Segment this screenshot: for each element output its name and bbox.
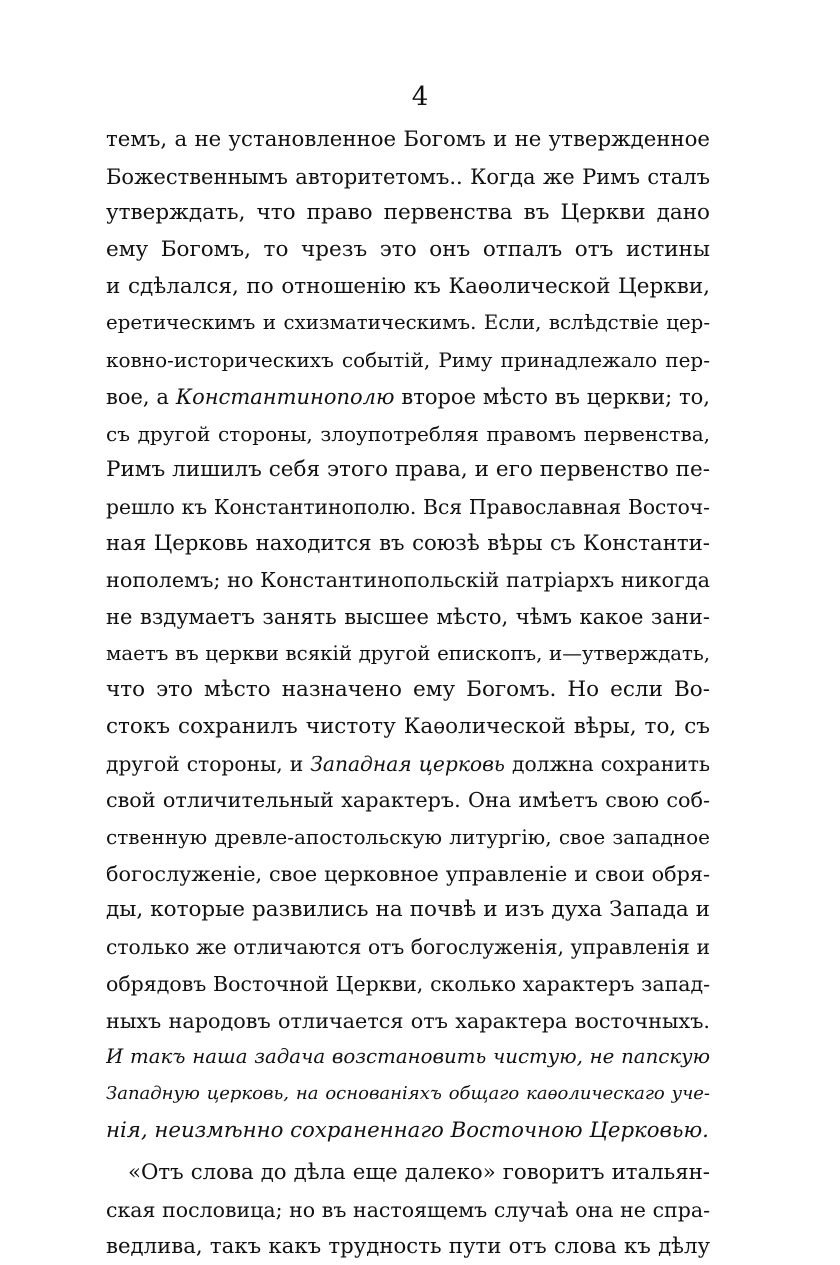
text-segment: «Отъ слова до дѣла еще далеко» говоритъ итальян- bbox=[128, 1160, 710, 1186]
text-segment: утверждать, что право первенства въ Церкви дано bbox=[106, 200, 710, 226]
text-line bbox=[106, 1113, 710, 1150]
text-line bbox=[106, 709, 710, 746]
text-segment: не вздумаетъ занять высшее мѣсто, чѣмъ какое зани- bbox=[106, 604, 710, 629]
text-line bbox=[106, 1076, 710, 1113]
text-segment: обрядовъ Восточной Церкви, сколько характеръ запад- bbox=[106, 971, 710, 996]
text-line bbox=[106, 1003, 710, 1040]
text-segment: темъ, а не установленное Богомъ и не утвержденное bbox=[106, 127, 710, 152]
text-line bbox=[106, 672, 710, 709]
text-line bbox=[106, 122, 710, 159]
text-segment: ная Церковь находится въ союзѣ вѣры съ Константи- bbox=[106, 530, 710, 556]
text-line bbox=[106, 379, 710, 416]
text-segment: ковно-историческихъ событій, Риму принадлежало пер- bbox=[106, 348, 710, 373]
text-line bbox=[106, 856, 710, 893]
text-line bbox=[106, 232, 710, 269]
text-line bbox=[106, 819, 710, 856]
text-line bbox=[106, 416, 710, 453]
text-line bbox=[106, 1192, 710, 1229]
text-line bbox=[106, 929, 710, 966]
text-segment: вое, а bbox=[106, 384, 176, 409]
text-segment: ведлива, такъ какъ трудность пути отъ слова къ дѣлу bbox=[106, 1233, 710, 1259]
text-line bbox=[106, 636, 710, 673]
text-segment: Римъ лишилъ себя этого права, и его первенство пе- bbox=[106, 457, 710, 483]
text-segment: свой отличительный характеръ. Она имѣетъ свою соб- bbox=[106, 788, 710, 813]
text-segment: ему Богомъ, то чрезъ это онъ отпалъ отъ истины bbox=[106, 237, 710, 263]
text-line bbox=[106, 305, 710, 342]
text-segment: другой стороны, и bbox=[106, 751, 311, 776]
text-line bbox=[106, 782, 710, 819]
text-segment: должна сохранить bbox=[504, 751, 710, 776]
text-line bbox=[106, 892, 710, 929]
text-segment: стокъ сохранилъ чистоту Каѳолической вѣры, то, съ bbox=[106, 714, 710, 739]
text-segment: ская пословица; но въ настоящемъ случаѣ она не спра- bbox=[106, 1197, 710, 1222]
text-segment: и сдѣлался, по отношенію къ Каѳолической Церкви, bbox=[106, 273, 710, 299]
text-segment: нополемъ; но Константинопольскій патріархъ никогда bbox=[106, 568, 710, 593]
text-line bbox=[106, 342, 710, 379]
text-segment: второе мѣсто въ церкви; то, bbox=[394, 384, 710, 409]
italic-text: Западную церковь, на основаніяхъ общаго каѳолическаго уче- bbox=[106, 1082, 710, 1104]
italic-text: нія, неизмѣнно сохраненнаго Восточною Церковью. bbox=[106, 1117, 709, 1143]
text-segment: съ другой стороны, злоупотребляя правомъ первенства, bbox=[106, 421, 710, 446]
text-line bbox=[106, 966, 710, 1003]
body-text bbox=[106, 122, 710, 1265]
text-segment: ственную древле-апостольскую литургію, свое западное bbox=[106, 825, 710, 850]
text-segment: ды, которые развились на почвѣ и изъ духа Запада и bbox=[106, 897, 710, 923]
text-segment: столько же отличаются отъ богослуженія, управленія и bbox=[106, 935, 710, 960]
italic-text: Константинополю bbox=[175, 384, 395, 409]
text-line bbox=[106, 452, 710, 489]
text-segment: еретическимъ и схизматическимъ. Если, вслѣдствіе цер- bbox=[106, 311, 710, 335]
page-number: 4 bbox=[411, 82, 429, 112]
text-segment: ныхъ народовъ отличается отъ характера восточныхъ. bbox=[106, 1008, 710, 1033]
text-line bbox=[106, 1229, 710, 1265]
text-line bbox=[106, 746, 710, 783]
text-line bbox=[106, 599, 710, 636]
text-line bbox=[106, 195, 710, 232]
text-segment: богослуженіе, свое церковное управленіе и свои обря- bbox=[106, 861, 710, 886]
text-segment: маетъ въ церкви всякій другой епископъ, и—утверждать, bbox=[106, 641, 710, 665]
text-line bbox=[106, 269, 710, 306]
text-line bbox=[106, 1155, 710, 1192]
text-line bbox=[106, 489, 710, 526]
text-line bbox=[106, 1039, 710, 1076]
text-line bbox=[106, 159, 710, 196]
italic-text: Западная церковь bbox=[310, 751, 505, 776]
text-line bbox=[106, 526, 710, 563]
text-line bbox=[106, 562, 710, 599]
italic-text: И такъ наша задача возстановить чистую, не папскую bbox=[106, 1045, 710, 1069]
text-segment: что это мѣсто назначено ему Богомъ. Но если Во- bbox=[106, 677, 710, 703]
text-segment: Божественнымъ авторитетомъ.. Когда же Римъ сталъ bbox=[106, 164, 710, 189]
text-segment: решло къ Константинополю. Вся Православная Восточ- bbox=[106, 494, 710, 519]
